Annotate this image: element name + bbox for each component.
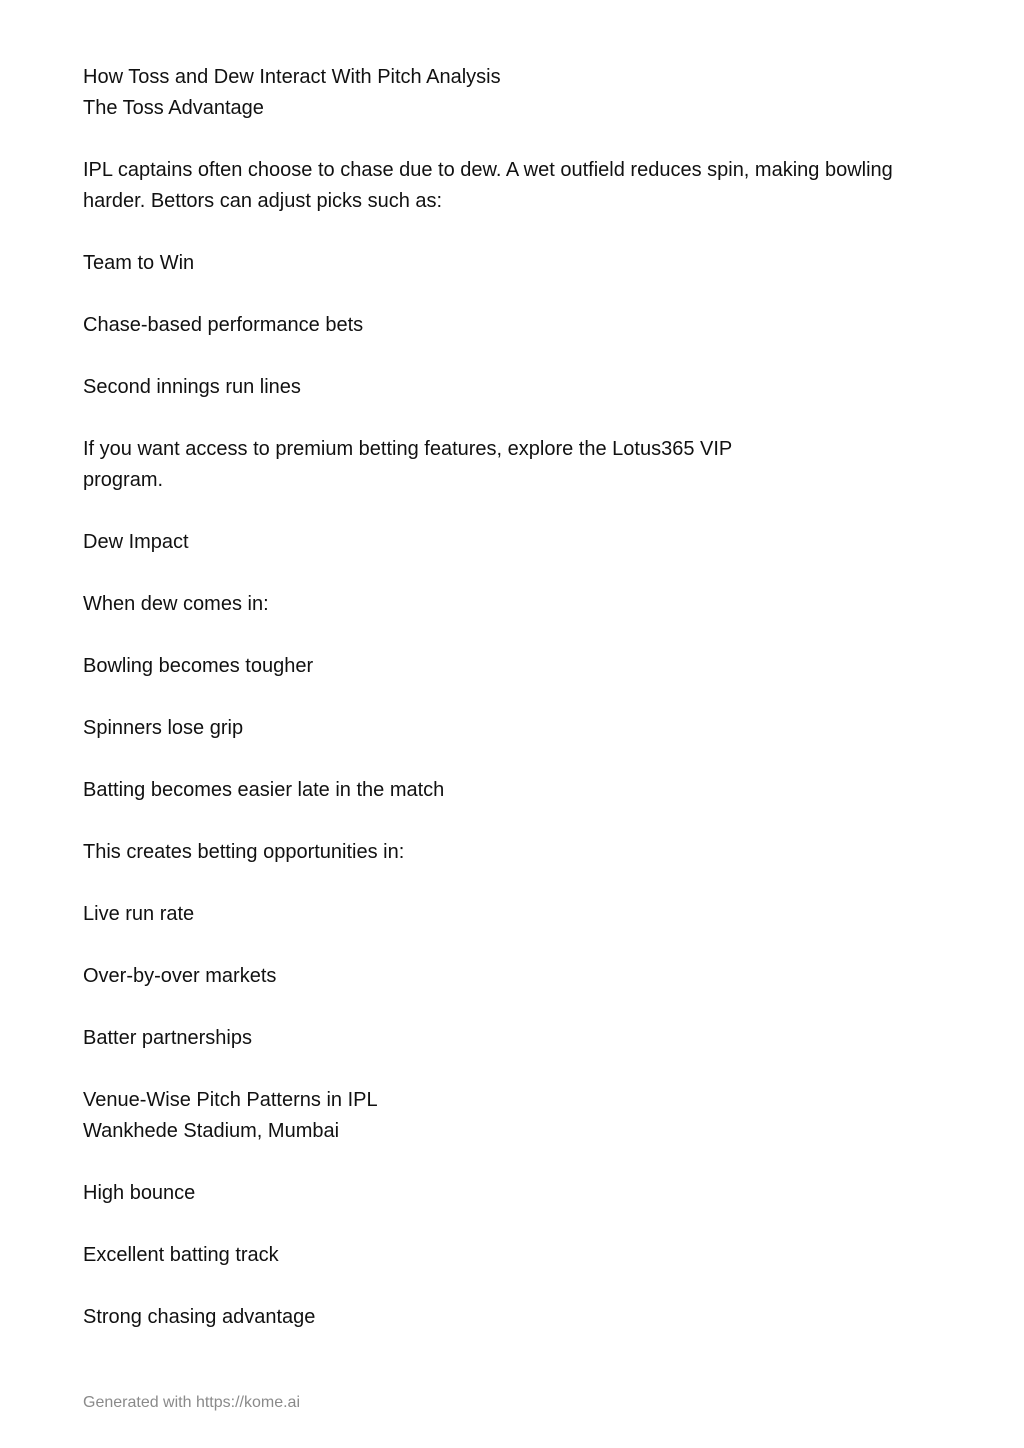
title-block <box>83 62 943 124</box>
list-item: Chase-based performance bets <box>83 314 364 336</box>
generated-footer: Generated with https://kome.ai <box>83 1394 300 1411</box>
list-item: Bowling becomes tougher <box>83 655 314 677</box>
intro-line: harder. Bettors can adjust picks such as: <box>83 190 443 212</box>
dew-intro: When dew comes in: <box>83 593 269 615</box>
list-item: Spinners lose grip <box>83 717 244 739</box>
section-heading-dew-impact: Dew Impact <box>83 531 189 553</box>
list-item: Batting becomes easier late in the match <box>83 779 445 801</box>
list-item: Batter partnerships <box>83 1027 252 1049</box>
intro-paragraph <box>83 155 943 217</box>
list-item: High bounce <box>83 1182 196 1204</box>
vip-line: If you want access to premium betting features, explore the Lotus365 VIP <box>83 438 733 460</box>
venue-block <box>83 1085 943 1147</box>
list-item: Second innings run lines <box>83 376 301 398</box>
opportunities-intro: This creates betting opportunities in: <box>83 841 405 863</box>
list-item: Live run rate <box>83 903 195 925</box>
list-item: Excellent batting track <box>83 1244 279 1266</box>
section-heading-toss-advantage: The Toss Advantage <box>83 97 264 119</box>
vip-line: program. <box>83 469 164 491</box>
list-item: Strong chasing advantage <box>83 1306 316 1328</box>
venue-name: Wankhede Stadium, Mumbai <box>83 1120 340 1142</box>
document-title: How Toss and Dew Interact With Pitch Analysis <box>83 66 501 88</box>
document-body <box>83 62 943 1364</box>
section-heading-venue-patterns: Venue-Wise Pitch Patterns in IPL <box>83 1089 378 1111</box>
intro-line: IPL captains often choose to chase due to dew. A wet outfield reduces spin, making bowling <box>83 159 893 181</box>
list-item: Over-by-over markets <box>83 965 277 987</box>
list-item: Team to Win <box>83 252 195 274</box>
vip-paragraph <box>83 434 943 496</box>
